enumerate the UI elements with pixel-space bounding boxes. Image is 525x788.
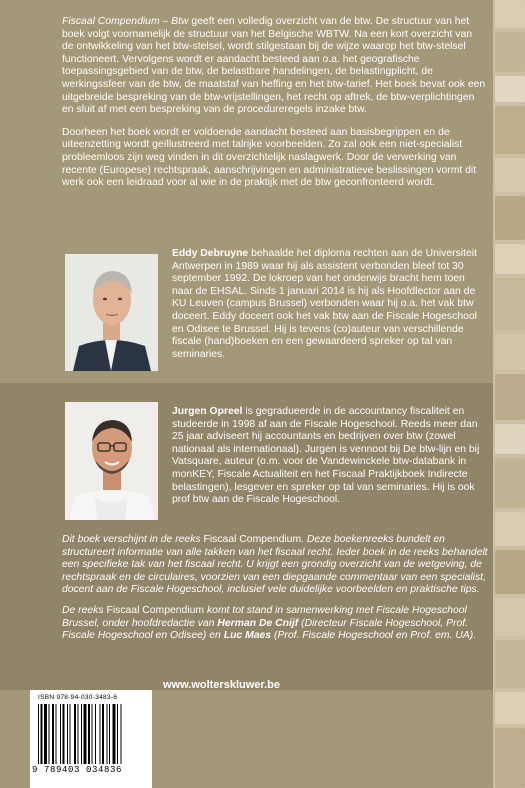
author-photo-eddy-debruyne xyxy=(65,254,158,371)
barcode-bar xyxy=(107,704,108,764)
series-text: . Deze boekenreeks bundelt en structureert informatie van alle takken van het fiscaal recht. Ieder boek in de reeks behandelt een specifieke tak van het fiscaal recht. U krijgt een grondig overzicht van de wetgeving, de rechtspraak en de circulaires, voorzien van een diepgaande commentaar van een specialist, docent aan de Fiscale Hogeschool, inclusief vele duidelijke voorbeelden en praktische tips. xyxy=(62,534,488,596)
barcode-bar xyxy=(92,704,93,764)
barcode-bar xyxy=(67,704,68,764)
book-title: Fiscaal Compendium – Btw xyxy=(62,16,189,27)
intro-paragraph-2: Doorheen het boek wordt er voldoende aandacht besteed aan basisbegrippen en de uiteenzetting wordt geïllustreerd met talrijke voorbeelden. Zo zal ook een niet-specialist probleemloos zijn weg vinden in dit overzichtelijk naslagwerk. Door de verwerking van recente (Europese) rechtspraak, aanschrijvingen en administratieve beslissingen vormt dit werk ook een leidraad voor al wie in de praktijk met de btw geconfronteerd wordt. xyxy=(62,126,477,189)
intro-paragraph-1 xyxy=(62,16,486,117)
series-name: Fiscaal Compendium xyxy=(203,534,302,545)
isbn-number: 9 789403 034836 xyxy=(32,765,123,775)
series-text: De reeks xyxy=(62,604,107,616)
author-bio-jurgen-opreel xyxy=(172,406,488,507)
series-text: (Directeur Fiscale Hogeschool, Prof. Fiscale Hogeschool en Odisee) en xyxy=(62,617,469,642)
barcode-bar xyxy=(70,704,71,764)
barcode-bar xyxy=(88,704,90,764)
barcode-bar xyxy=(121,704,122,764)
barcode-bar xyxy=(63,704,65,764)
barcode-bar xyxy=(44,704,47,764)
author-bio-text-1: behaalde het diploma rechten aan de Universiteit Antwerpen in 1989 waar hij als assistent verbonden bleef tot 30 september 1992. De lokroep van het onderwijs bracht hem toen naar de EHSAL. Sinds 1 januari 2014 is hij als Hoofdlector aan de KU Leuven (campus Brussel) verbonden waar hij o.a. het vak btw doceert. Eddy doceert ook het vak btw aan de Fiscale Hogeschool en Odisee te Brussel. Hij is tevens (co)auteur van verschillende fiscale (hand)boeken en een gewaardeerd spreker op tal van seminaries. xyxy=(172,248,477,360)
isbn-label: ISBN 978-94-030-3483-6 xyxy=(38,694,118,701)
barcode-bar xyxy=(113,704,116,764)
barcode-bar xyxy=(81,704,82,764)
series-text: (Prof. Fiscale Hogeschool en Prof. em. UA). xyxy=(271,630,477,642)
barcode-bar xyxy=(74,704,76,764)
series-description xyxy=(62,534,488,651)
barcode-bar xyxy=(102,704,104,764)
author-name-jurgen-opreel: Jurgen Opreel xyxy=(172,406,243,417)
barcode-bars xyxy=(38,704,146,764)
editor-name: Herman De Cnijf xyxy=(217,617,299,629)
series-paragraph-2 xyxy=(62,605,488,643)
barcode-bar xyxy=(84,704,87,764)
intro-text xyxy=(62,16,486,200)
publisher-website[interactable]: www.wolterskluwer.be xyxy=(163,679,280,691)
barcode-bar xyxy=(117,704,118,764)
author-name-eddy-debruyne: Eddy Debruyne xyxy=(172,248,249,259)
author-photo-jurgen-opreel xyxy=(65,402,158,520)
barcode-bar xyxy=(52,704,54,764)
editor-name: Luc Maes xyxy=(223,630,272,642)
intro-paragraph-1-text: geeft een volledig overzicht van de btw. De structuur van het boek volgt voornamelijk de structuur van het Belgische WBTW. Na een kort overzicht van de ontwikkeling van het btw-stelsel, wordt stilgestaan bij de wijze waarop het btw-stelsel functioneert. Vervolgens wordt er aandacht besteed aan o.a. het geografische toepassingsgebied van de btw, de belastbare handelingen, de belastingplicht, de werkingssfeer van de btw, de maatstaf van heffing en het btw-tarief. Het boek bevat ook een uitgebreide bespreking van de btw-vrijstellingen, het recht op aftrek, de btw-verplichtingen en sluit af met een bespreking van de procedureregels inzake btw. xyxy=(62,16,486,116)
series-text: Dit boek verschijnt in de reeks xyxy=(62,534,204,545)
barcode-bar xyxy=(100,704,101,764)
barcode-bar xyxy=(56,704,57,764)
barcode-bar xyxy=(60,704,61,764)
author-bio-text-2: is gegradueerde in de accountancy fiscaliteit en studeerde in 1998 af aan de Fiscale Hogeschool. Reeds meer dan 25 jaar adviseert hij accountants en bedrijven over btw (zowel nationaal als internationaal). Jurgen is vennoot bij De btw-lijn en bij Vatsquare, auteur (o.m. voor de Vandewinckele btw-databank in monKEY, Fiscale Actualiteit en het Fiscaal Praktijkboek Indirecte belastingen), lesgever en spreker op tal van seminaries. Hij is ook prof btw aan de Fiscale Hogeschool. xyxy=(172,406,480,506)
barcode-bar xyxy=(78,704,79,764)
series-name: Fiscaal Compendium xyxy=(106,604,205,616)
barcode-bar xyxy=(38,704,39,764)
barcode-bar xyxy=(95,704,96,764)
author-bio-eddy-debruyne xyxy=(172,248,488,361)
series-paragraph-1 xyxy=(62,534,488,597)
isbn-barcode xyxy=(30,690,152,788)
barcode-bar xyxy=(109,704,110,764)
barcode-bar xyxy=(41,704,43,764)
series-text: komt tot stand in samenwerking met Fiscale Hogeschool Brussel, onder hoofdredactie van xyxy=(62,604,467,629)
barcode-bar xyxy=(49,704,50,764)
stone-wall-strip xyxy=(493,0,525,788)
